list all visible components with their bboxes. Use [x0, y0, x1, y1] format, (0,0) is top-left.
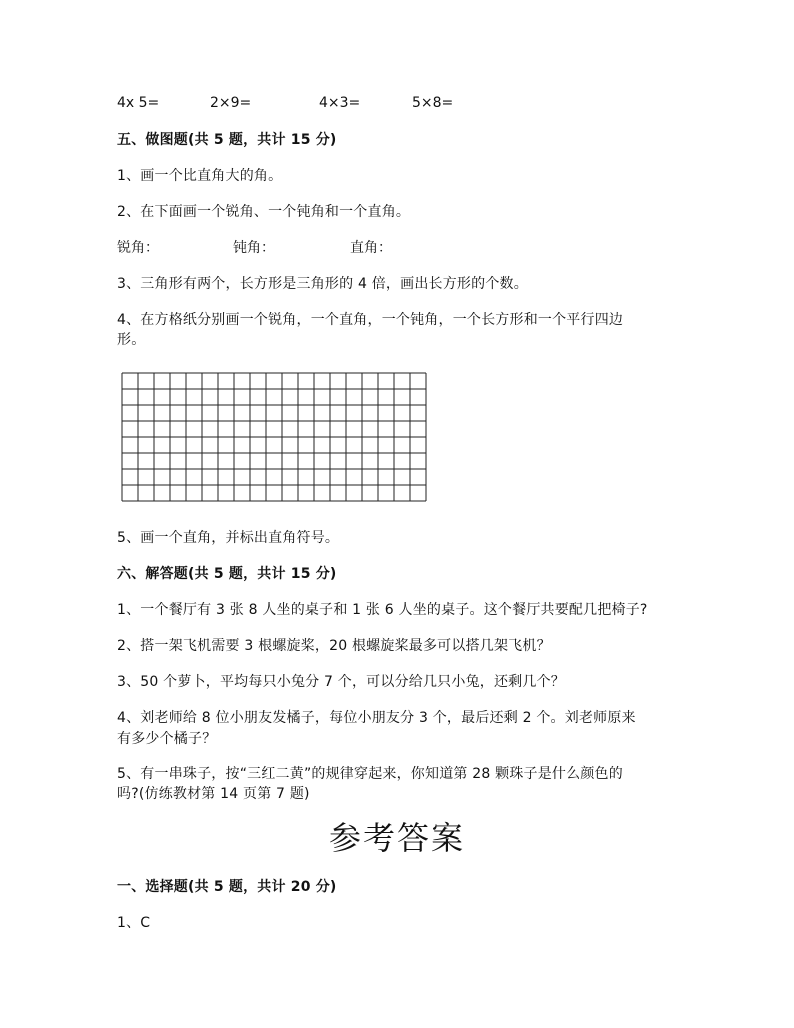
question-text: 3、三角形有两个，长方形是三角形的 4 倍，画出长方形的个数。: [117, 276, 528, 292]
question-text: 4、刘老师给 8 位小朋友发橘子，每位小朋友分 3 个，最后还剩 2 个。刘老师原来: [117, 710, 636, 726]
question-text: 2、搭一架飞机需要 3 根螺旋桨，20 根螺旋桨最多可以搭几架飞机？: [117, 638, 551, 654]
question-text: 有多少个橘子？: [117, 731, 217, 747]
question-text: 形。: [117, 332, 146, 348]
grid-paper: [121, 372, 428, 508]
section-heading: 一、选择题(共 5 题，共计 20 分): [117, 879, 337, 895]
calc-item: 5×8=: [412, 95, 454, 111]
answer-text: 1、C: [117, 915, 151, 931]
section-heading: 六、解答题(共 5 题，共计 15 分): [117, 566, 337, 582]
question-text: 1、画一个比直角大的角。: [117, 168, 283, 184]
angle-label: 直角：: [350, 240, 392, 256]
answer-title: 参考答案: [328, 819, 465, 857]
question-text: 5、有一串珠子，按“三红二黄”的规律穿起来，你知道第 28 颗珠子是什么颜色的: [117, 766, 623, 782]
calc-item: 4×3=: [319, 95, 361, 111]
question-text: 4、在方格纸分别画一个锐角，一个直角，一个钝角，一个长方形和一个平行四边: [117, 312, 624, 328]
question-text: 5、画一个直角，并标出直角符号。: [117, 530, 340, 546]
question-text: 2、在下面画一个锐角、一个钝角和一个直角。: [117, 204, 411, 220]
question-text: 1、一个餐厅有 3 张 8 人坐的桌子和 1 张 6 人坐的桌子。这个餐厅共要配几把椅子?: [117, 602, 648, 618]
section-heading: 五、做图题(共 5 题，共计 15 分): [117, 132, 337, 148]
angle-label: 钝角：: [233, 240, 275, 256]
calc-item: 4x 5=: [117, 95, 160, 111]
calc-item: 2×9=: [210, 95, 252, 111]
question-text: 吗?(仿练教材第 14 页第 7 题): [117, 786, 310, 802]
angle-label: 锐角：: [117, 240, 159, 256]
question-text: 3、50 个萝卜，平均每只小兔分 7 个，可以分给几只小兔，还剩几个？: [117, 674, 565, 690]
